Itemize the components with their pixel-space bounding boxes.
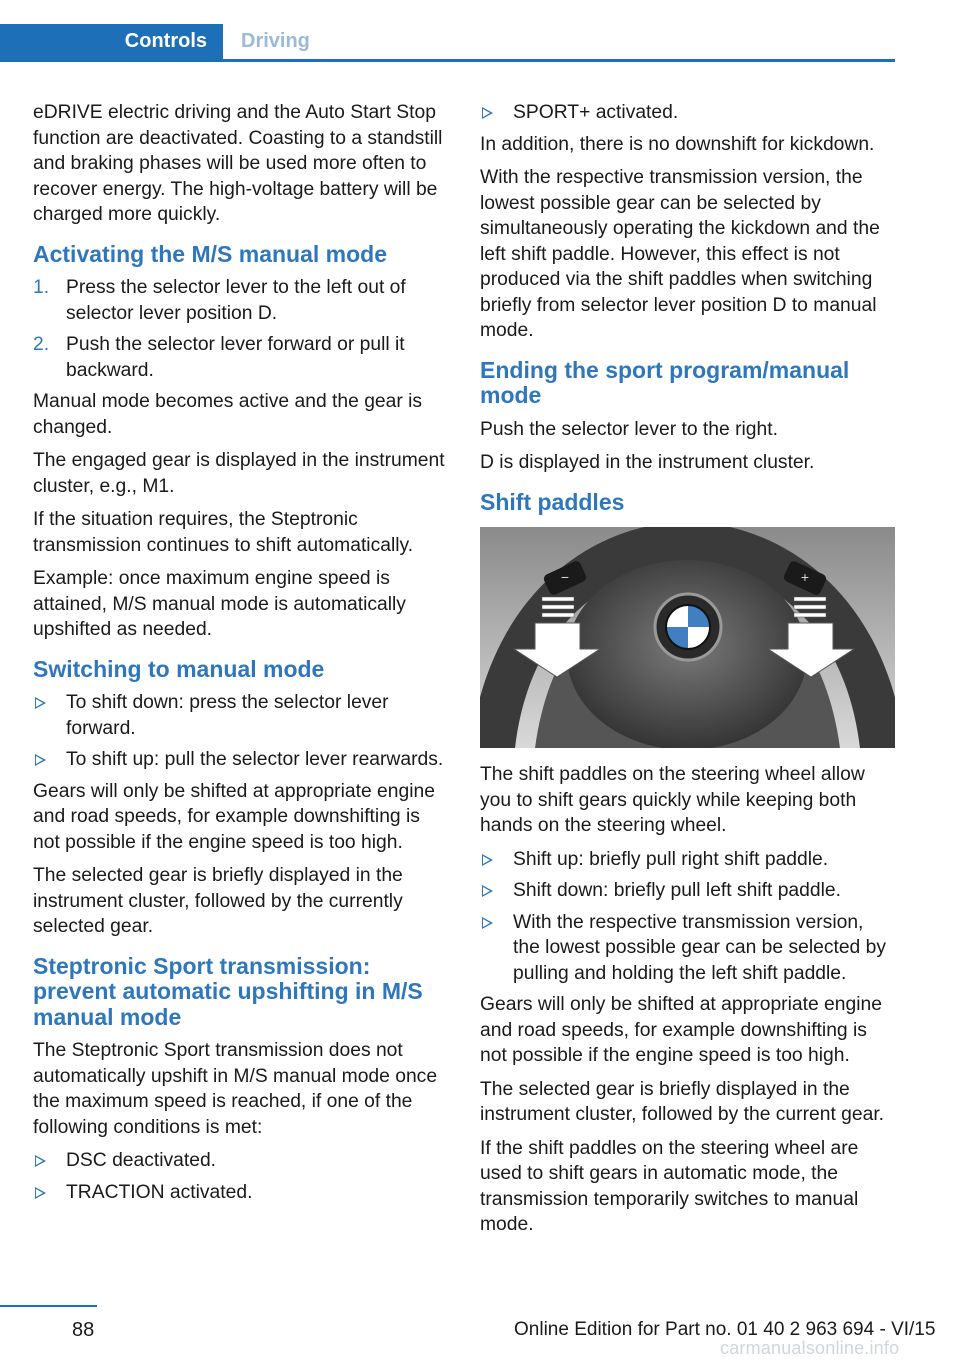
intro-paragraph: eDRIVE electric driving and the Auto Start Stop function are deactivated. Coasting to a standstill and braking phases will be used more often to recover energy. The high-voltage battery will be charged more quickly.	[33, 102, 443, 225]
paragraph-gear-conditions: Gears will only be shifted at appropriate engine and road speeds, for example downshifting is not possible if the engine speed is too high.	[33, 780, 435, 853]
tab-controls: Controls	[0, 24, 223, 59]
triangle-bullet-icon	[482, 854, 493, 866]
paragraph-selected-gear-right: The selected gear is briefly displayed in the instrument cluster, followed by the current gear.	[480, 1078, 885, 1125]
paragraph-kickdown: In addition, there is no downshift for kickdown.	[480, 133, 875, 155]
paragraph-steptronic-sport: The Steptronic Sport transmission does not automatically upshift in M/S manual mode once the maximum speed is reached, if one of the following conditions is met:	[33, 1040, 438, 1138]
heading-ending-sport-program: Ending the sport program/manual mode	[480, 356, 850, 408]
activation-steps	[33, 275, 448, 383]
triangle-bullet-icon	[482, 885, 493, 897]
triangle-bullet-icon	[482, 917, 493, 929]
paragraph-gear-conditions-right: Gears will only be shifted at appropriate engine and road speeds, for example downshifting is not possible if the engine speed is too high.	[480, 994, 882, 1066]
step-text: Push the selector lever forward or pull it backward.	[66, 334, 405, 381]
triangle-bullet-icon	[35, 1155, 46, 1167]
heading-steptronic-sport: Steptronic Sport transmission: prevent automatic upshifting in M/S manual mode	[33, 952, 423, 1030]
heading-activating-manual-mode: Activating the M/S manual mode	[33, 240, 387, 267]
paragraph-transmission-version: With the respective transmission version, the lowest possible gear can be selected by simultaneously operating the kickdown and the left shift paddle. However, this effect is not produced via the shift paddles when switching briefly from selector lever position D to manual mode.	[480, 167, 880, 341]
list-item	[33, 1180, 448, 1206]
step-number: 2.	[33, 334, 50, 355]
paragraph-d-displayed: D is displayed in the instrument cluster.	[480, 452, 815, 473]
paragraph-shift-paddles: The shift paddles on the steering wheel allow you to shift gears quickly while keeping both hands on the steering wheel.	[480, 764, 865, 836]
heading-shift-paddles: Shift paddles	[480, 488, 625, 515]
list-item	[33, 1148, 448, 1174]
list-item-text: Shift down: briefly pull left shift paddle.	[513, 880, 841, 901]
header-rule	[0, 59, 895, 62]
step-number: 1.	[33, 277, 50, 298]
list-item-text: Shift up: briefly pull right shift paddle.	[513, 848, 829, 870]
paddle-list	[480, 847, 895, 987]
step-text: Press the selector lever to the left out of selector lever position D.	[66, 277, 406, 324]
right-column	[480, 100, 895, 1246]
left-column	[33, 100, 448, 1211]
list-item	[480, 100, 895, 126]
page-number: 88	[72, 1319, 95, 1341]
triangle-bullet-icon	[35, 1187, 46, 1199]
paddle-plus-label: +	[800, 569, 810, 585]
triangle-bullet-icon	[482, 107, 493, 119]
list-item	[33, 690, 448, 741]
paragraph-engaged-gear: The engaged gear is displayed in the instrument cluster, e.g., M1.	[33, 450, 445, 497]
watermark: carmanualsonline.info	[720, 1338, 900, 1358]
list-item	[480, 910, 895, 987]
triangle-bullet-icon	[35, 754, 46, 766]
triangle-bullet-icon	[35, 697, 46, 709]
list-item-text: With the respective transmission version, the lowest possible gear can be selected by pulling and holding the left shift paddle.	[513, 911, 886, 984]
list-item-text: SPORT+ activated.	[513, 102, 679, 123]
tab-driving: Driving	[241, 30, 310, 52]
conditions-list	[33, 1148, 448, 1205]
list-item-text: DSC deactivated.	[66, 1150, 217, 1171]
list-item-text: TRACTION activated.	[66, 1181, 253, 1203]
conditions-list-continued	[480, 100, 895, 126]
list-item	[480, 878, 895, 904]
step-item	[33, 275, 448, 326]
paragraph-automatic-mode: If the shift paddles on the steering wheel are used to shift gears in automatic mode, the transmission temporarily switches to manual mode.	[480, 1137, 859, 1235]
paragraph-example: Example: once maximum engine speed is attained, M/S manual mode is automatically upshifted as needed.	[33, 568, 406, 640]
switching-list	[33, 690, 448, 773]
paragraph-selected-gear: The selected gear is briefly displayed in the instrument cluster, followed by the currently selected gear.	[33, 865, 403, 937]
steering-wheel-illustration	[480, 527, 895, 748]
paragraph-push-right: Push the selector lever to the right.	[480, 418, 778, 440]
heading-switching-manual-mode: Switching to manual mode	[33, 655, 325, 682]
step-item	[33, 332, 448, 383]
paragraph-manual-active: Manual mode becomes active and the gear is changed.	[33, 391, 423, 438]
edition-note: Online Edition for Part no. 01 40 2 963 694 - VI/15	[514, 1319, 936, 1340]
footer-rule	[0, 1305, 97, 1307]
paddle-minus-label: −	[560, 569, 570, 585]
paragraph-situation: If the situation requires, the Steptronic transmission continues to shift automatically.	[33, 509, 414, 556]
page-header	[0, 0, 895, 62]
list-item	[33, 747, 448, 773]
list-item	[480, 847, 895, 873]
list-item-text: To shift down: press the selector lever forward.	[66, 692, 389, 739]
list-item-text: To shift up: pull the selector lever rearwards.	[66, 749, 444, 770]
